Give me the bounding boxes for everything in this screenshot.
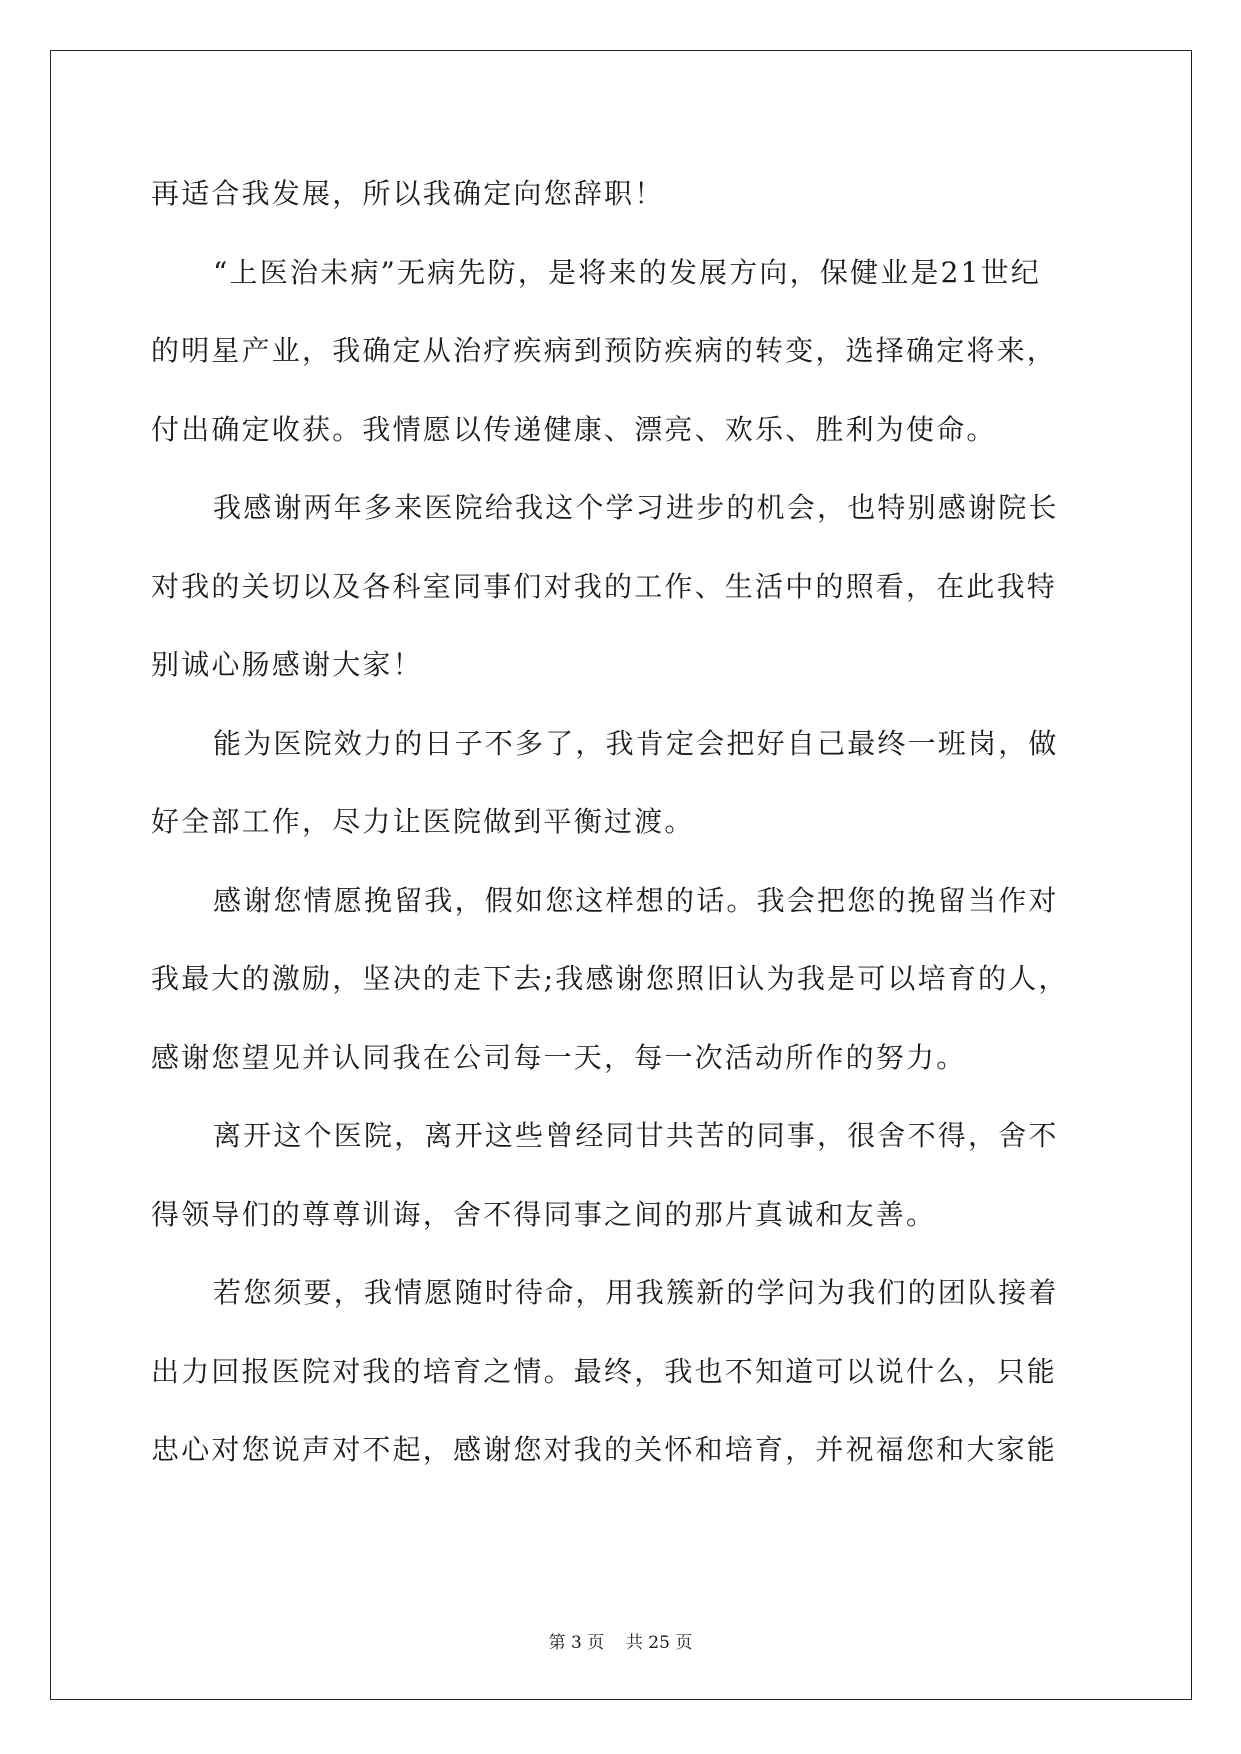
text-line-13: 离开这个医院，离开这些曾经同甘共苦的同事，很舍不得，舍不 xyxy=(213,1119,1059,1152)
text-line-4: 付出确定收获。我情愿以传递健康、漂亮、欢乐、胜利为使命。 xyxy=(151,412,997,446)
page-number-footer: 第 3 页 共 25 页 xyxy=(548,1633,693,1653)
text-line-10: 感谢您情愿挽留我，假如您这样想的话。我会把您的挽留当作对 xyxy=(213,883,1059,917)
text-line-17: 忠心对您说声对不起，感谢您对我的关怀和培育，并祝福您和大家能 xyxy=(151,1433,1058,1466)
text-line-1: 再适合我发展，所以我确定向您辞职！ xyxy=(151,177,665,210)
text-line-11: 我最大的激励，坚决的走下去;我感谢您照旧认为我是可以培育的人， xyxy=(151,962,1069,995)
text-line-5: 我感谢两年多来医院给我这个学习进步的机会，也特别感谢院长 xyxy=(213,491,1059,524)
text-line-6: 对我的关切以及各科室同事们对我的工作、生活中的照看，在此我特 xyxy=(151,569,1058,603)
document-body xyxy=(151,155,1101,1490)
text-line-15: 若您须要，我情愿随时待命，用我簇新的学问为我们的团队接着 xyxy=(213,1276,1059,1309)
text-line-3: 的明星产业，我确定从治疗疾病到预防疾病的转变，选择确定将来， xyxy=(151,334,1058,367)
text-line-8: 能为医院效力的日子不多了，我肯定会把好自己最终一班岗，做 xyxy=(213,726,1059,760)
text-line-7: 别诚心肠感谢大家！ xyxy=(151,648,423,681)
text-line-12: 感谢您望见并认同我在公司每一天，每一次活动所作的努力。 xyxy=(151,1040,967,1074)
text-line-14: 得领导们的尊尊训诲，舍不得同事之间的那片真诚和友善。 xyxy=(151,1197,937,1231)
text-line-16: 出力回报医院对我的培育之情。最终，我也不知道可以说什么，只能 xyxy=(151,1354,1058,1388)
text-line-9: 好全部工作，尽力让医院做到平衡过渡。 xyxy=(151,805,695,838)
text-line-2: “上医治未病”无病先防，是将来的发展方向，保健业是21世纪 xyxy=(213,255,1042,289)
